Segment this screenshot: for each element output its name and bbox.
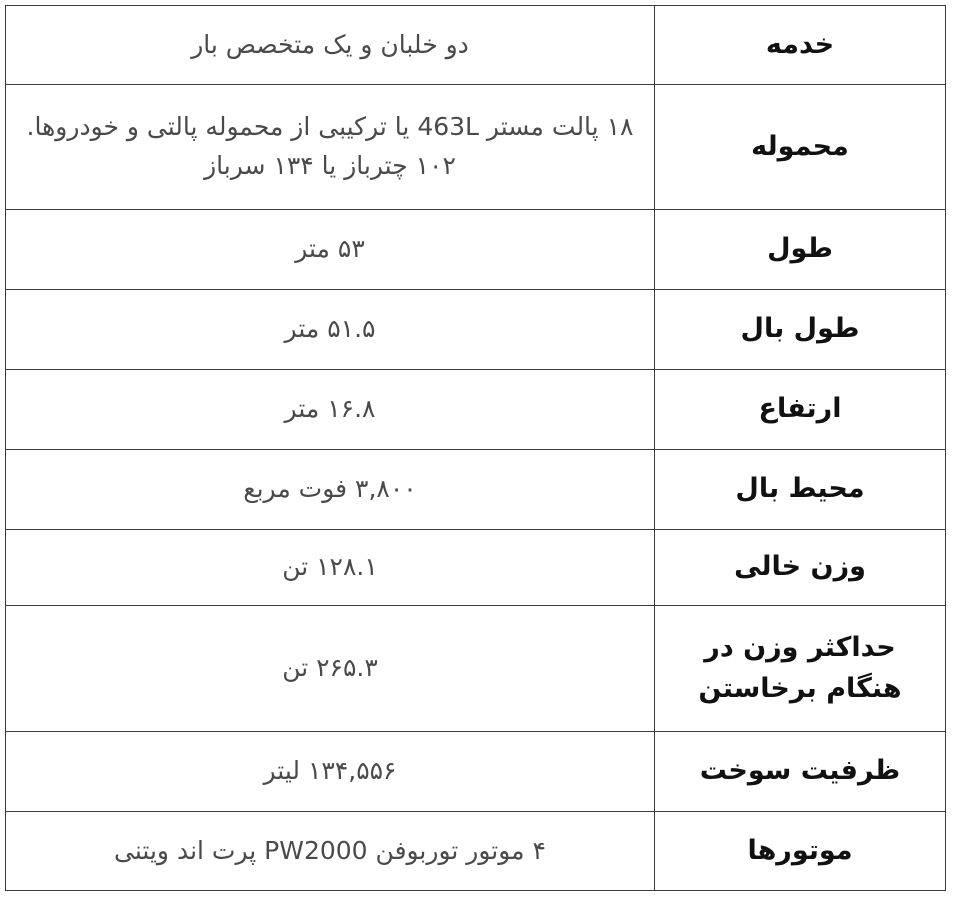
table-row: [6, 370, 946, 450]
row-label-crew: خدمه: [655, 6, 946, 85]
row-label-max-takeoff-weight: حداکثر وزن در هنگام برخاستن: [655, 606, 946, 732]
table-row: [6, 606, 946, 732]
row-value-fuel-capacity: ۱۳۴,۵۵۶ لیتر: [6, 732, 655, 812]
row-value-crew: دو خلبان و یک متخصص بار: [6, 6, 655, 85]
row-value-length: ۵۳ متر: [6, 210, 655, 290]
table-row: [6, 6, 946, 85]
table-row: [6, 530, 946, 606]
row-label-fuel-capacity: ظرفیت سوخت: [655, 732, 946, 812]
table-row: [6, 210, 946, 290]
table-row: [6, 732, 946, 812]
table-row: [6, 85, 946, 210]
row-label-empty-weight: وزن خالی: [655, 530, 946, 606]
row-value-cargo: ۱۸ پالت مستر 463L یا ترکیبی از محموله پالتی و خودروها. ۱۰۲ چترباز یا ۱۳۴ سرباز: [6, 85, 655, 210]
row-value-wing-area: ۳,۸۰۰ فوت مربع: [6, 450, 655, 530]
row-value-height: ۱۶.۸ متر: [6, 370, 655, 450]
table-row: [6, 290, 946, 370]
row-label-height: ارتفاع: [655, 370, 946, 450]
row-label-cargo: محموله: [655, 85, 946, 210]
specifications-table: [5, 5, 946, 891]
table-row: [6, 812, 946, 891]
row-label-wingspan: طول بال: [655, 290, 946, 370]
row-value-max-takeoff-weight: ۲۶۵.۳ تن: [6, 606, 655, 732]
row-value-empty-weight: ۱۲۸.۱ تن: [6, 530, 655, 606]
row-value-wingspan: ۵۱.۵ متر: [6, 290, 655, 370]
table-row: [6, 450, 946, 530]
row-label-wing-area: محیط بال: [655, 450, 946, 530]
row-label-engines: موتورها: [655, 812, 946, 891]
row-label-length: طول: [655, 210, 946, 290]
row-value-engines: ۴ موتور توربوفن PW2000 پرت اند ویتنی: [6, 812, 655, 891]
